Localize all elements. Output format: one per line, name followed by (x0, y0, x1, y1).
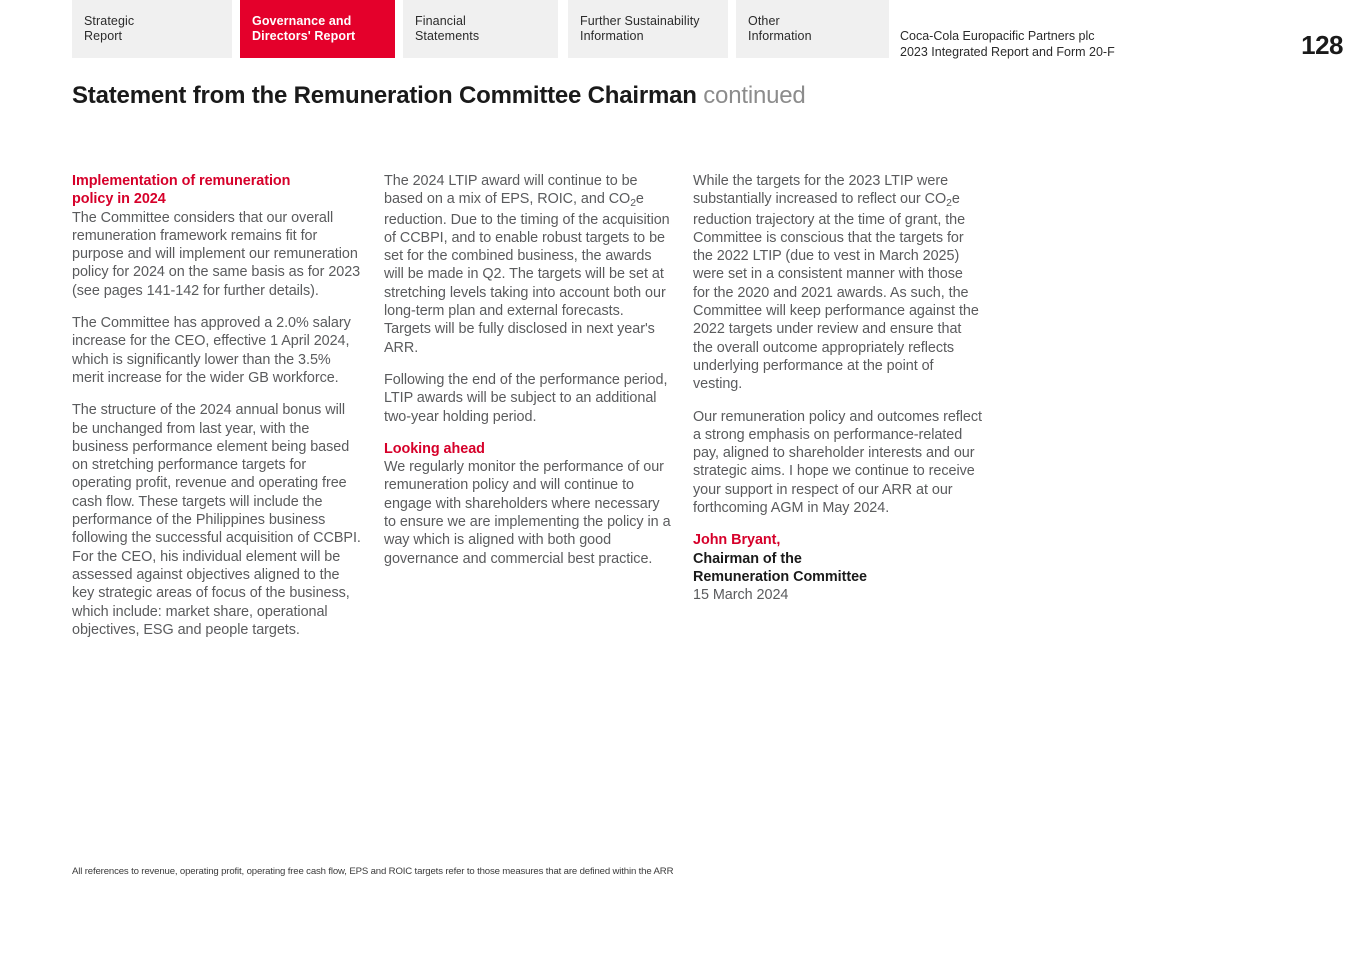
nav-tab-label-line1: Strategic (84, 13, 135, 28)
paragraph: Our remuneration policy and outcomes reflect a strong emphasis on performance-related pay, aligned to shareholder interests and our strategic aims. I hope we continue to receive your support in respect of our ARR at our forthcoming AGM in May 2024. (693, 408, 982, 517)
nav-tab-label-line2: Statements (415, 29, 480, 43)
nav-tab-other-information[interactable] (736, 0, 889, 58)
paragraph-part-1: While the targets for the 2023 LTIP were substantially increased to reflect our CO (693, 173, 949, 208)
nav-tab-label-line1: Other (748, 13, 780, 28)
paragraph: The Committee considers that our overall remuneration framework remains fit for purpose and will implement our remuneration policy for 2024 on the same basis as for 2023 (see pages 141-142 for further details). (72, 209, 361, 299)
signature-name: John Bryant, (693, 532, 781, 549)
signature-role-line2: Remuneration Committee (693, 568, 868, 585)
paragraph-part-2: e reduction trajectory at the time of grant, the Committee is conscious that the targets for the 2022 LTIP (due to vest in March 2025) were set in a consistent manner with those for the 2020 and 2021 awards. As such, the Committee will keep performance against the 2022 targets under review and ensure that the overall outcome appropriately reflects underlying performance at the point of vesting. (693, 191, 979, 393)
nav-tab-label-line2: Directors' Report (252, 29, 356, 43)
signature-block (693, 531, 982, 604)
page-title (72, 82, 806, 110)
paragraph-part-1: The 2024 LTIP award will continue to be based on a mix of EPS, ROIC, and CO (384, 173, 638, 208)
subscript-two: 2 (946, 198, 952, 210)
footnote: All references to revenue, operating profit, operating free cash flow, EPS and ROIC targets refer to those measures that are defined within the ARR (72, 866, 674, 877)
column-one (72, 172, 361, 653)
column-one-heading (72, 172, 361, 209)
nav-tab-governance-and-directors-report[interactable] (240, 0, 395, 58)
nav-tab-label-line2: Information (748, 29, 812, 43)
page-number: 128 (1301, 30, 1343, 60)
document-company-name: Coca-Cola Europacific Partners plc (900, 29, 1095, 43)
paragraph: The Committee has approved a 2.0% salary increase for the CEO, effective 1 April 2024, which is significantly lower than the 3.5% merit increase for the wider GB workforce. (72, 315, 351, 386)
nav-tab-label-line1: Financial (415, 13, 466, 28)
page-title-continued: continued (703, 82, 806, 110)
signature-date: 15 March 2024 (693, 587, 789, 604)
paragraph (693, 172, 982, 394)
page-title-main: Statement from the Remuneration Committee Chairman (72, 82, 697, 110)
heading-line2: policy in 2024 (72, 191, 166, 208)
paragraph (384, 172, 673, 357)
paragraph: Following the end of the performance period, LTIP awards will be subject to an additional two-year holding period. (384, 371, 668, 425)
document-identifier (900, 29, 1115, 60)
document-report-name: 2023 Integrated Report and Form 20-F (900, 44, 1115, 59)
paragraph: We regularly monitor the performance of our remuneration policy and will continue to engage with shareholders where necessary to ensure we are implementing the policy in a way which is aligned with both good governance and commercial best practice. (384, 459, 671, 567)
column-three (693, 172, 982, 605)
nav-tab-label-line1: Governance and (252, 13, 352, 28)
nav-tab-label-line1: Further Sustainability (580, 13, 700, 28)
paragraph: The structure of the 2024 annual bonus will be unchanged from last year, with the business performance element being based on stretching performance targets for operating profit, revenue and operating free cash flow. These targets will include the performance of the Philippines business following the successful acquisition of CCBPI. For the CEO, his individual element will be assessed against objectives aligned to the key strategic areas of focus of the business, which include: market share, operational objectives, ESG and people targets. (72, 402, 361, 638)
column-two-heading: Looking ahead (384, 440, 485, 457)
nav-tab-strategic-report[interactable] (72, 0, 232, 58)
nav-tab-label-line2: Report (84, 29, 123, 43)
nav-tab-financial-statements[interactable] (403, 0, 558, 58)
header-nav-bar (0, 0, 1365, 58)
paragraph-part-2: e reduction. Due to the timing of the acquisition of CCBPI, and to enable robust targets to be set for the combined business, the awards will be made in Q2. The targets will be set at stretching levels taking into account both our long-term plan and external forecasts. Targets will be fully disclosed in next year's ARR. (384, 191, 670, 356)
nav-tab-further-sustainability-information[interactable] (568, 0, 728, 58)
subscript-two: 2 (630, 198, 636, 210)
heading-line1: Implementation of remuneration (72, 173, 291, 189)
signature-role (693, 550, 982, 587)
signature-role-line1: Chairman of the (693, 550, 802, 567)
nav-tab-label-line2: Information (580, 29, 644, 43)
column-two (384, 172, 673, 582)
